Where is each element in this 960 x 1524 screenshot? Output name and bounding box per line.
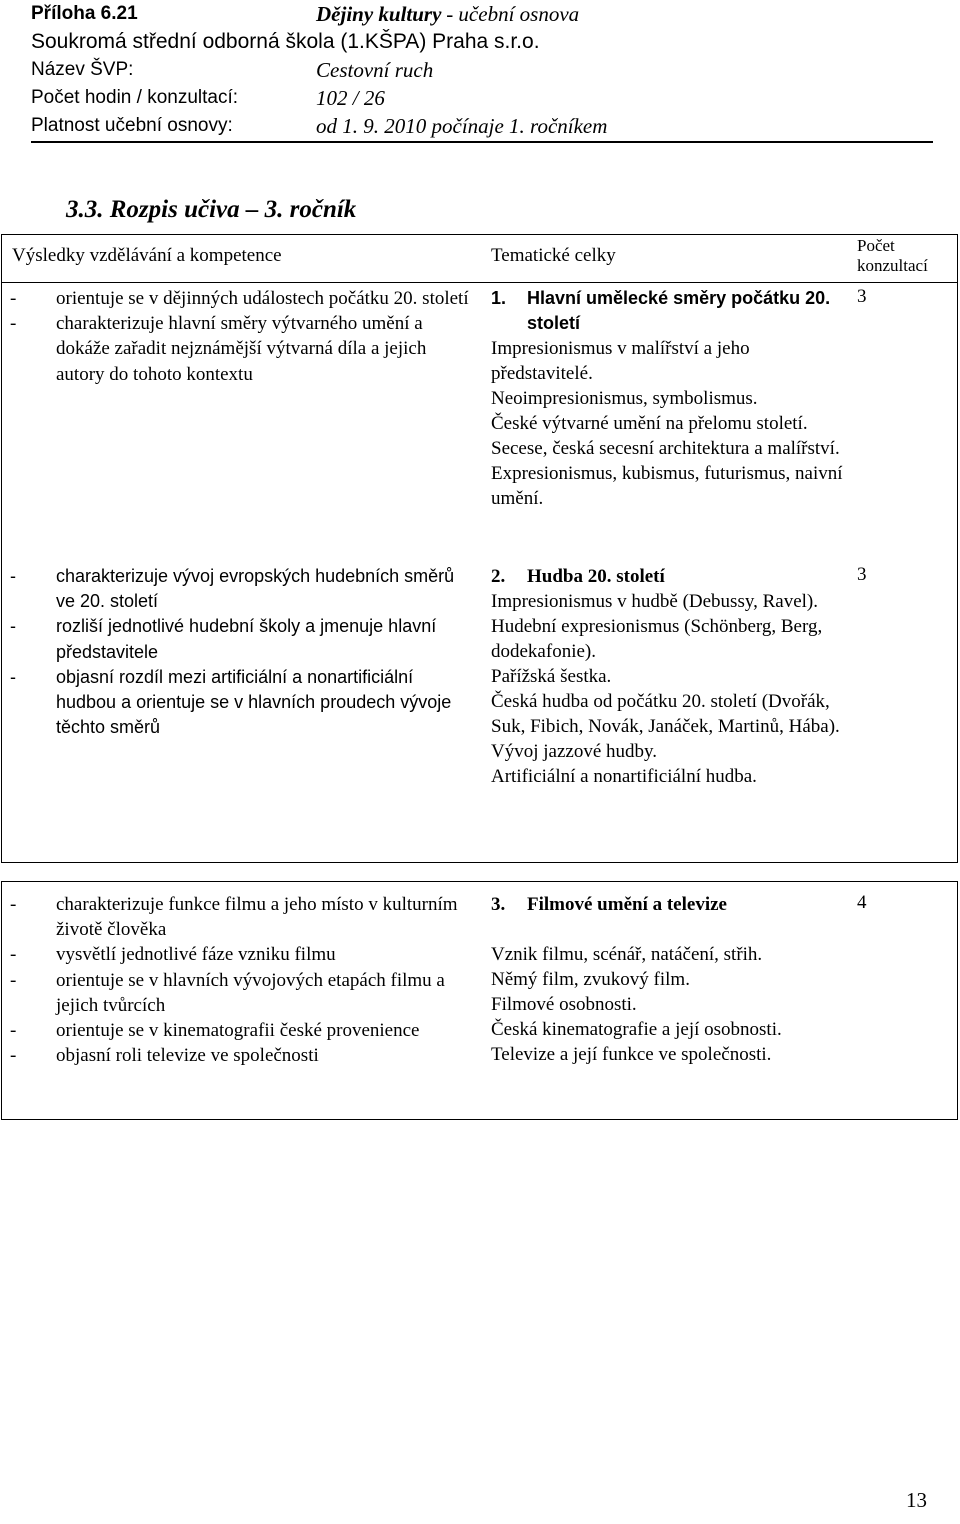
topic-line: Expresionismus, kubismus, futurismus, naivní umění.	[491, 463, 843, 509]
column-header-count: Počet konzultací	[857, 236, 928, 275]
topic-line: Vznik filmu, scénář, natáčení, střih.	[491, 944, 763, 965]
topic-line: Neoimpresionismus, symbolismus.	[491, 388, 758, 409]
topic-row-2	[491, 564, 846, 789]
outcomes-list-row-1	[10, 286, 472, 387]
topic-line: Impresionismus v hudbě (Debussy, Ravel).	[491, 591, 818, 612]
curriculum-table-continued	[1, 881, 958, 1120]
list-item: - orientuje se v kinematografii české provenience	[10, 1020, 420, 1042]
topic-line: Secese, česká secesní architektura a malířství.	[491, 438, 840, 459]
outcomes-list-row-2	[10, 564, 472, 740]
topic-line: Artificiální a nonartificiální hudba.	[491, 766, 757, 787]
topic-row-1	[491, 286, 846, 511]
topic-heading: 1. Hlavní umělecké směry počátku 20. století	[491, 288, 831, 333]
svp-value: Cestovní ruch	[316, 58, 434, 82]
topic-row-3	[491, 892, 846, 1067]
attachment-label: Příloha 6.21	[31, 3, 138, 24]
hours-value: 102 / 26	[316, 86, 385, 110]
page-number: 13	[906, 1488, 927, 1512]
consultation-count-row-1: 3	[857, 286, 867, 307]
list-item: - orientuje se v dějinných událostech počátku 20. století	[10, 288, 469, 309]
list-item: - charakterizuje funkce filmu a jeho místo v kulturním životě člověka	[10, 894, 458, 941]
list-item: - charakterizuje hlavní směry výtvarného umění a dokáže zařadit nejznámější výtvarná díla a jejich autory do tohoto kontextu	[10, 313, 427, 385]
topic-line: Česká kinematografie a její osobnosti.	[491, 1019, 782, 1040]
topic-line: Filmové osobnosti.	[491, 994, 637, 1015]
list-item: - objasní roli televize ve společnosti	[10, 1045, 319, 1067]
table-header-divider	[2, 282, 957, 283]
topic-line: Hudební expresionismus (Schönberg, Berg, dodekafonie).	[491, 616, 823, 662]
topic-line: Němý film, zvukový film.	[491, 969, 690, 990]
list-item: - vysvětlí jednotlivé fáze vzniku filmu	[10, 944, 336, 966]
header-divider	[31, 141, 933, 143]
hours-label: Počet hodin / konzultací:	[31, 87, 239, 108]
topic-line: Pařížská šestka.	[491, 666, 612, 687]
topic-line: České výtvarné umění na přelomu století.	[491, 413, 808, 434]
school-name: Soukromá střední odborná škola (1.KŠPA) Praha s.r.o.	[31, 30, 540, 53]
subject-suffix: - učební osnova	[446, 2, 580, 26]
consultation-count-row-2: 3	[857, 564, 867, 585]
list-item: - orientuje se v hlavních vývojových etapách filmu a jejich tvůrcích	[10, 969, 445, 1016]
list-item: - rozliší jednotlivé hudební školy a jmenuje hlavní představitele	[10, 616, 437, 662]
document-header	[31, 0, 936, 140]
topic-line: Česká hudba od počátku 20. století (Dvořák, Suk, Fibich, Novák, Janáček, Martinů, Hába).	[491, 691, 840, 737]
column-header-topics: Tematické celky	[491, 245, 616, 266]
list-item: - charakterizuje vývoj evropských hudebních směrů ve 20. století	[10, 566, 455, 612]
column-header-outcomes: Výsledky vzdělávání a kompetence	[12, 245, 282, 266]
validity-value: od 1. 9. 2010 počínaje 1. ročníkem	[316, 114, 608, 138]
topic-line: Televize a její funkce ve společnosti.	[491, 1044, 772, 1065]
validity-label: Platnost učební osnovy:	[31, 115, 233, 136]
topic-heading: 3. Filmové umění a televize	[491, 894, 727, 915]
topic-heading: 2. Hudba 20. století	[491, 566, 665, 587]
topic-line: Impresionismus v malířství a jeho představitelé.	[491, 338, 750, 384]
list-item: - objasní rozdíl mezi artificiální a nonartificiální hudbou a orientuje se v hlavních proudech vývoje těchto směrů	[10, 666, 452, 738]
section-title: 3.3. Rozpis učiva – 3. ročník	[66, 196, 357, 223]
outcomes-list-row-3	[10, 892, 472, 1068]
consultation-count-row-3: 4	[857, 892, 867, 913]
svp-label: Název ŠVP:	[31, 59, 134, 80]
subject-title: Dějiny kultury	[316, 2, 442, 26]
topic-line: Vývoj jazzové hudby.	[491, 741, 658, 762]
curriculum-table	[1, 234, 958, 863]
